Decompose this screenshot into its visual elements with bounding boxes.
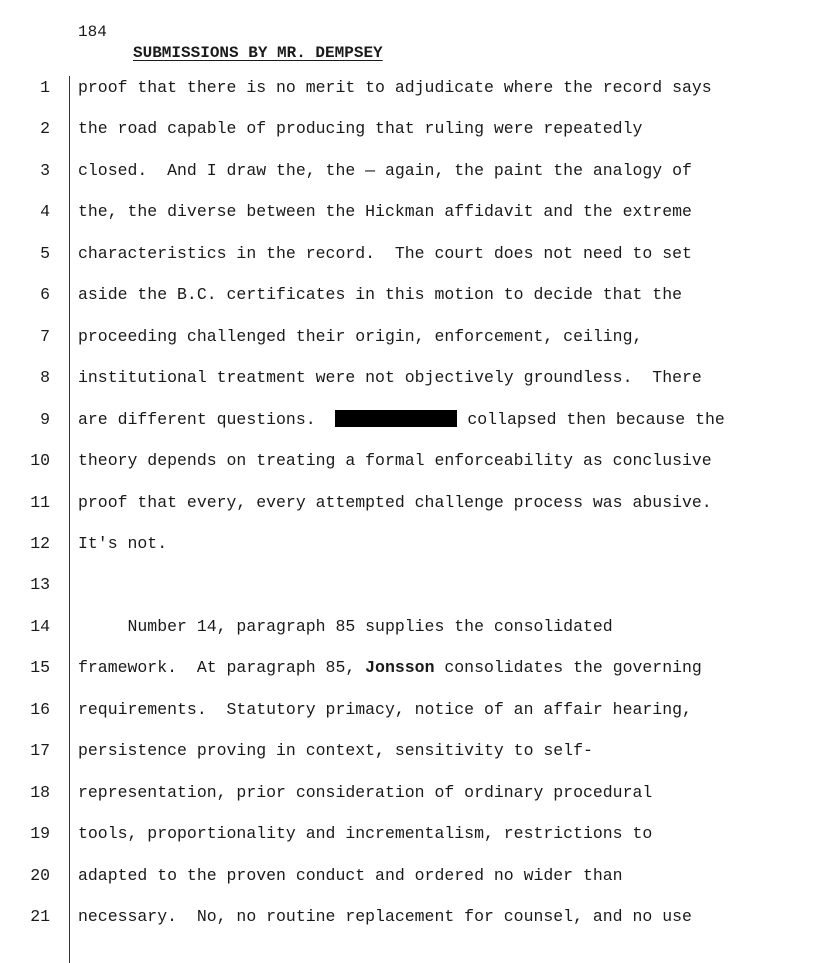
- line-number: 6: [40, 285, 50, 305]
- redaction-block: [335, 410, 457, 427]
- line-text: closed. And I draw the, the — again, the paint the analogy of: [78, 160, 692, 180]
- transcript-line: [0, 657, 818, 679]
- transcript-line: [0, 326, 818, 348]
- line-text: the, the diverse between the Hickman affidavit and the extreme: [78, 202, 692, 222]
- line-number: 10: [30, 451, 50, 471]
- line-number: 1: [40, 78, 50, 97]
- line-text: characteristics in the record. The court does not need to set: [78, 243, 692, 263]
- line-text: representation, prior consideration of ordinary procedural: [78, 782, 653, 802]
- line-text: requirements. Statutory primacy, notice of an affair hearing,: [78, 699, 692, 719]
- line-number: 18: [30, 782, 50, 802]
- line-text: [78, 657, 702, 679]
- line-number: 14: [30, 616, 50, 636]
- line-number: 7: [40, 326, 50, 346]
- line-text-segment: are different questions.: [78, 409, 336, 429]
- transcript-line: [0, 243, 818, 265]
- transcript-line: [0, 367, 818, 389]
- line-text: Number 14, paragraph 85 supplies the consolidated: [78, 616, 613, 636]
- line-number: 3: [40, 160, 50, 180]
- transcript-line: [0, 492, 818, 514]
- line-number: 21: [30, 907, 50, 926]
- transcript-line: [0, 533, 818, 555]
- line-text: institutional treatment were not objectively groundless. There: [78, 368, 702, 388]
- line-text: [78, 409, 725, 431]
- line-number: 8: [40, 368, 50, 388]
- line-number: 13: [30, 575, 50, 595]
- section-heading: SUBMISSIONS BY MR. DEMPSEY: [133, 44, 383, 62]
- line-number: 12: [30, 533, 50, 553]
- transcript-line: [0, 865, 818, 887]
- line-text: the road capable of producing that ruling were repeatedly: [78, 119, 643, 139]
- line-number: 20: [30, 865, 50, 885]
- line-number: 5: [40, 243, 50, 263]
- line-text: necessary. No, no routine replacement for counsel, and no use: [78, 907, 692, 926]
- line-text-segment: collapsed then because the: [457, 409, 725, 429]
- line-text: persistence proving in context, sensitivity to self-: [78, 741, 593, 761]
- line-text-segment: framework. At paragraph 85,: [78, 658, 366, 678]
- transcript-line: [0, 740, 818, 762]
- transcript-line: [0, 77, 818, 99]
- transcript-line: [0, 201, 818, 223]
- line-text: proof that every, every attempted challenge process was abusive.: [78, 492, 712, 512]
- transcript-line: [0, 409, 818, 431]
- line-number: 17: [30, 741, 50, 761]
- line-number: 2: [40, 119, 50, 139]
- page-number: 184: [78, 23, 107, 41]
- transcript-line: [0, 906, 818, 928]
- line-number: 15: [30, 658, 50, 678]
- transcript-line: [0, 616, 818, 638]
- transcript-line: [0, 118, 818, 140]
- line-text: proof that there is no merit to adjudicate where the record says: [78, 78, 712, 97]
- transcript-line: [0, 782, 818, 804]
- case-name-bold: Jonsson: [365, 658, 435, 678]
- transcript-line: [0, 284, 818, 306]
- line-number: 4: [40, 202, 50, 222]
- transcript-line: [0, 699, 818, 721]
- line-text-segment: consolidates the governing: [434, 658, 702, 678]
- line-number: 11: [30, 492, 50, 512]
- transcript-line: [0, 450, 818, 472]
- transcript-line: [0, 823, 818, 845]
- transcript-line: [0, 574, 818, 596]
- line-text: proceeding challenged their origin, enforcement, ceiling,: [78, 326, 643, 346]
- line-number: 16: [30, 699, 50, 719]
- transcript-line: [0, 160, 818, 182]
- line-text: theory depends on treating a formal enforceability as conclusive: [78, 451, 712, 471]
- line-text: It's not.: [78, 533, 168, 553]
- line-text: aside the B.C. certificates in this motion to decide that the: [78, 285, 682, 305]
- line-text: tools, proportionality and incrementalism, restrictions to: [78, 824, 653, 844]
- line-number: 9: [40, 409, 50, 429]
- line-number: 19: [30, 824, 50, 844]
- line-text: adapted to the proven conduct and ordered no wider than: [78, 865, 623, 885]
